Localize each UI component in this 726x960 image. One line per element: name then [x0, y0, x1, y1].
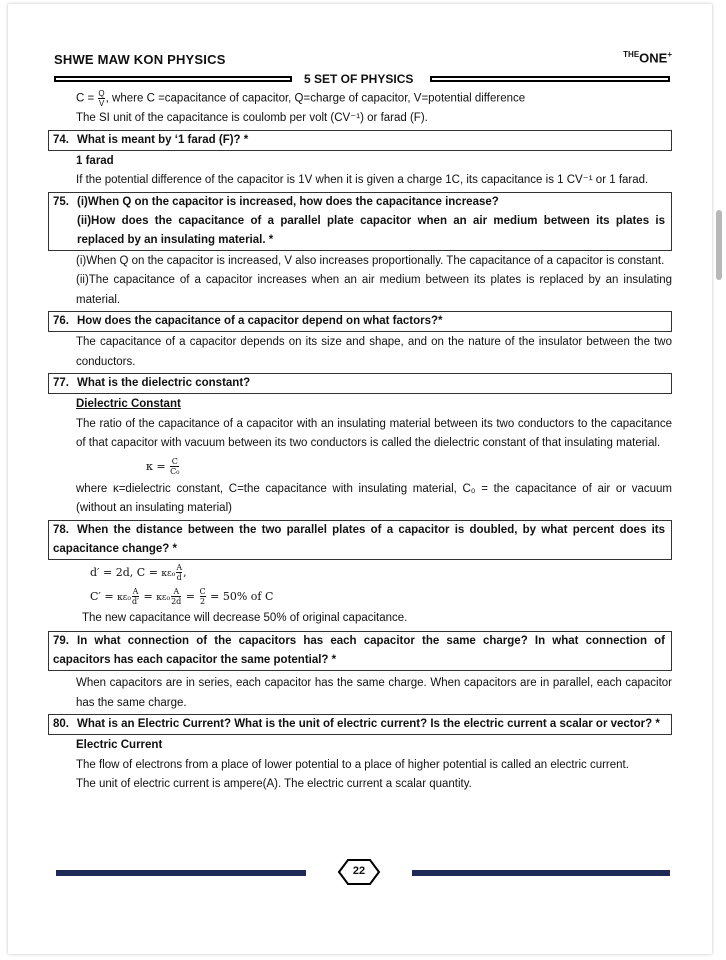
question-80-box: 80. What is an Electric Current? What is the unit of electric current? Is the electric current a scalar or vector? *	[48, 714, 672, 735]
q80-answer-2: The unit of electric current is ampere(A). The electric current a scalar quantity.	[76, 778, 472, 791]
the-one-logo: $^{THE}$ONE+	[623, 50, 672, 66]
page-footer	[56, 858, 670, 888]
set-subtitle: 5 SET OF PHYSICS	[304, 72, 414, 86]
q80-answer-1: The flow of electrons from a place of lower potential to a place of higher potential is called an electric current.	[76, 758, 629, 771]
footer-bar-left	[56, 870, 306, 876]
q78-calc-line-2: C′ = κε₀ $\frac{A}{d'}$ = κε₀ $\frac{A}{2d}$ = $\frac{C}{2}$ = 50% of C	[90, 587, 274, 607]
question-79-box: 79. In what connection of the capacitors has each capacitor the same charge? In what connection of capacitors has each capacitor the same potential? *	[48, 631, 672, 671]
page-number-badge	[336, 858, 382, 886]
page-number: 22	[352, 865, 366, 877]
q79-answer: When capacitors are in series, each capacitor has the same charge. When capacitors are in parallel, each capacitor has the same charge.	[76, 677, 672, 709]
q74-subhead: 1 farad	[76, 154, 114, 167]
subtitle-row	[54, 72, 670, 88]
document-content	[48, 89, 672, 795]
brand-title: SHWE MAW KON PHYSICS	[54, 52, 226, 67]
q75-answer-1: (i)When Q on the capacitor is increased, V also increases proportionally. The capacitance of a capacitor is constant.	[76, 254, 665, 267]
dielectric-formula: κ = $\frac{C}{\text{C₀}}$	[146, 457, 180, 477]
question-75-box: 75. (i)When Q on the capacitor is increased, how does the capacitance increase? (ii)How does the capacitance of a parallel plate capacitor when an air medium between its plates is replaced by an insulating material. *	[48, 192, 672, 251]
vertical-scrollbar[interactable]	[716, 210, 722, 280]
q78-calc-line-1: d′ = 2d, C = κε₀ $\frac{A}{d}$ ,	[90, 563, 187, 583]
fraction: $\frac{Q}{V}$	[98, 89, 105, 108]
q76-answer: The capacitance of a capacitor depends on its size and shape, and on the nature of the insulator between the two conductors.	[76, 336, 672, 368]
q75-answer-2: (ii)The capacitance of a capacitor increases when an air medium between its plates is replaced by an insulating material.	[76, 274, 672, 306]
intro-formula-line: C = $\frac{Q}{V}$ , where C =capacitance of capacitor, Q=charge of capacitor, V=potential difference	[76, 89, 526, 108]
intro-si-unit: The SI unit of the capacitance is coulomb per volt (CV⁻¹) or farad (F).	[76, 112, 428, 125]
q74-answer: If the potential difference of the capacitor is 1V when it is given a charge 1C, its capacitance is 1 CV⁻¹ or 1 farad.	[76, 174, 649, 187]
decorative-bar-right	[430, 76, 670, 82]
q78-answer: The new capacitance will decrease 50% of original capacitance.	[82, 611, 408, 624]
q77-answer: The ratio of the capacitance of a capacitor with an insulating material between its two conductors to the capacitance of that capacitor with vacuum between its two conductors is called the dielectric constant of that insulating material.	[76, 417, 672, 450]
footer-bar-right	[412, 870, 670, 876]
question-77-box: 77. What is the dielectric constant?	[48, 373, 672, 394]
q77-subhead: Dielectric Constant	[76, 398, 181, 411]
decorative-bar-left	[54, 76, 292, 82]
question-78-box: 78. When the distance between the two parallel plates of a capacitor is doubled, by what percent does its capacitance change? *	[48, 520, 672, 560]
question-74-box: 74. What is meant by ‘1 farad (F)? *	[48, 130, 672, 151]
q77-where: where κ=dielectric constant, C=the capacitance with insulating material, C₀ = the capacitance of air or vacuum (without an insulating material)	[76, 482, 672, 515]
question-76-box: 76. How does the capacitance of a capacitor depend on what factors?*	[48, 311, 672, 332]
q80-subhead: Electric Current	[76, 739, 163, 752]
page-header	[54, 52, 672, 72]
